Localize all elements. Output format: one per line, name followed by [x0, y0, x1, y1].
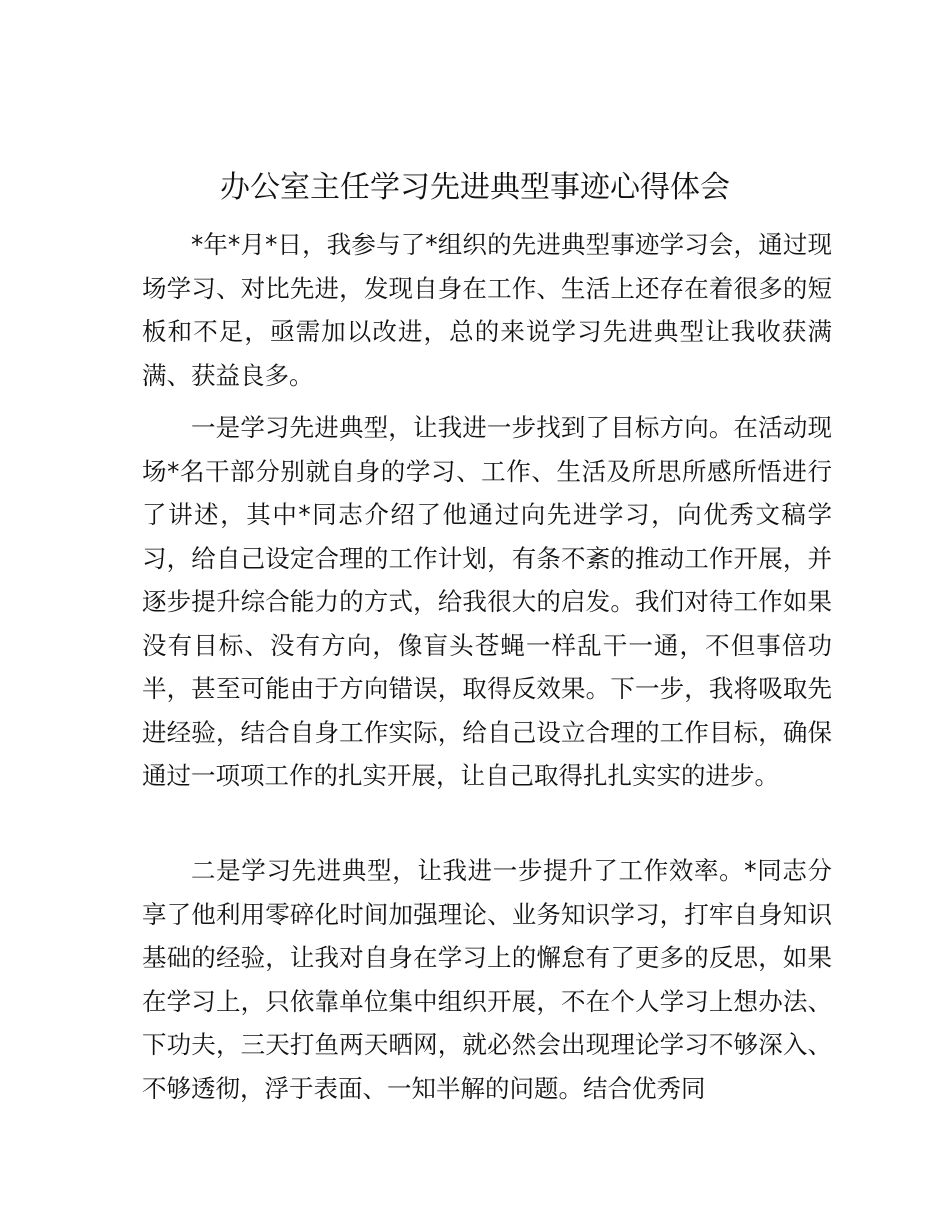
paragraph-3-block — [142, 849, 832, 1110]
paragraph-1: *年*月*日，我参与了*组织的先进典型事迹学习会，通过现场学习、对比先进，发现自身在工作、生活上还存在着很多的短板和不足，亟需加以改进，总的来说学习先进典型让我收获满满、获益良多。 — [142, 230, 832, 390]
paragraph-1-block — [142, 223, 832, 397]
page-title: 办公室主任学习先进典型事迹心得体会 — [220, 170, 730, 205]
paragraph-2: 一是学习先进典型，让我进一步找到了目标方向。在活动现场*名干部分别就自身的学习、工作、生活及所思所感所悟进行了讲述，其中*同志介绍了他通过向先进学习，向优秀文稿学习，给自己设定合理的工作计划，有条不紊的推动工作开展，并逐步提升综合能力的方式，给我很大的启发。我们对待工作如果没有目标、没有方向，像盲头苍蝇一样乱干一通，不但事倍功半，甚至可能由于方向错误，取得反效果。下一步，我将吸取先进经验，结合自身工作实际，给自己设立合理的工作目标，确保通过一项项工作的扎实开展，让自己取得扎扎实实的进步。 — [142, 413, 832, 790]
paragraph-3: 二是学习先进典型，让我进一步提升了工作效率。*同志分享了他利用零碎化时间加强理论、业务知识学习，打牢自身知识基础的经验，让我对自身在学习上的懈怠有了更多的反思，如果在学习上，只依靠单位集中组织开展，不在个人学习上想办法、下功夫，三天打鱼两天晒网，就必然会出现理论学习不够深入、不够透彻，浮于表面、一知半解的问题。结合优秀同 — [142, 856, 832, 1103]
paragraph-2-block — [142, 406, 832, 798]
